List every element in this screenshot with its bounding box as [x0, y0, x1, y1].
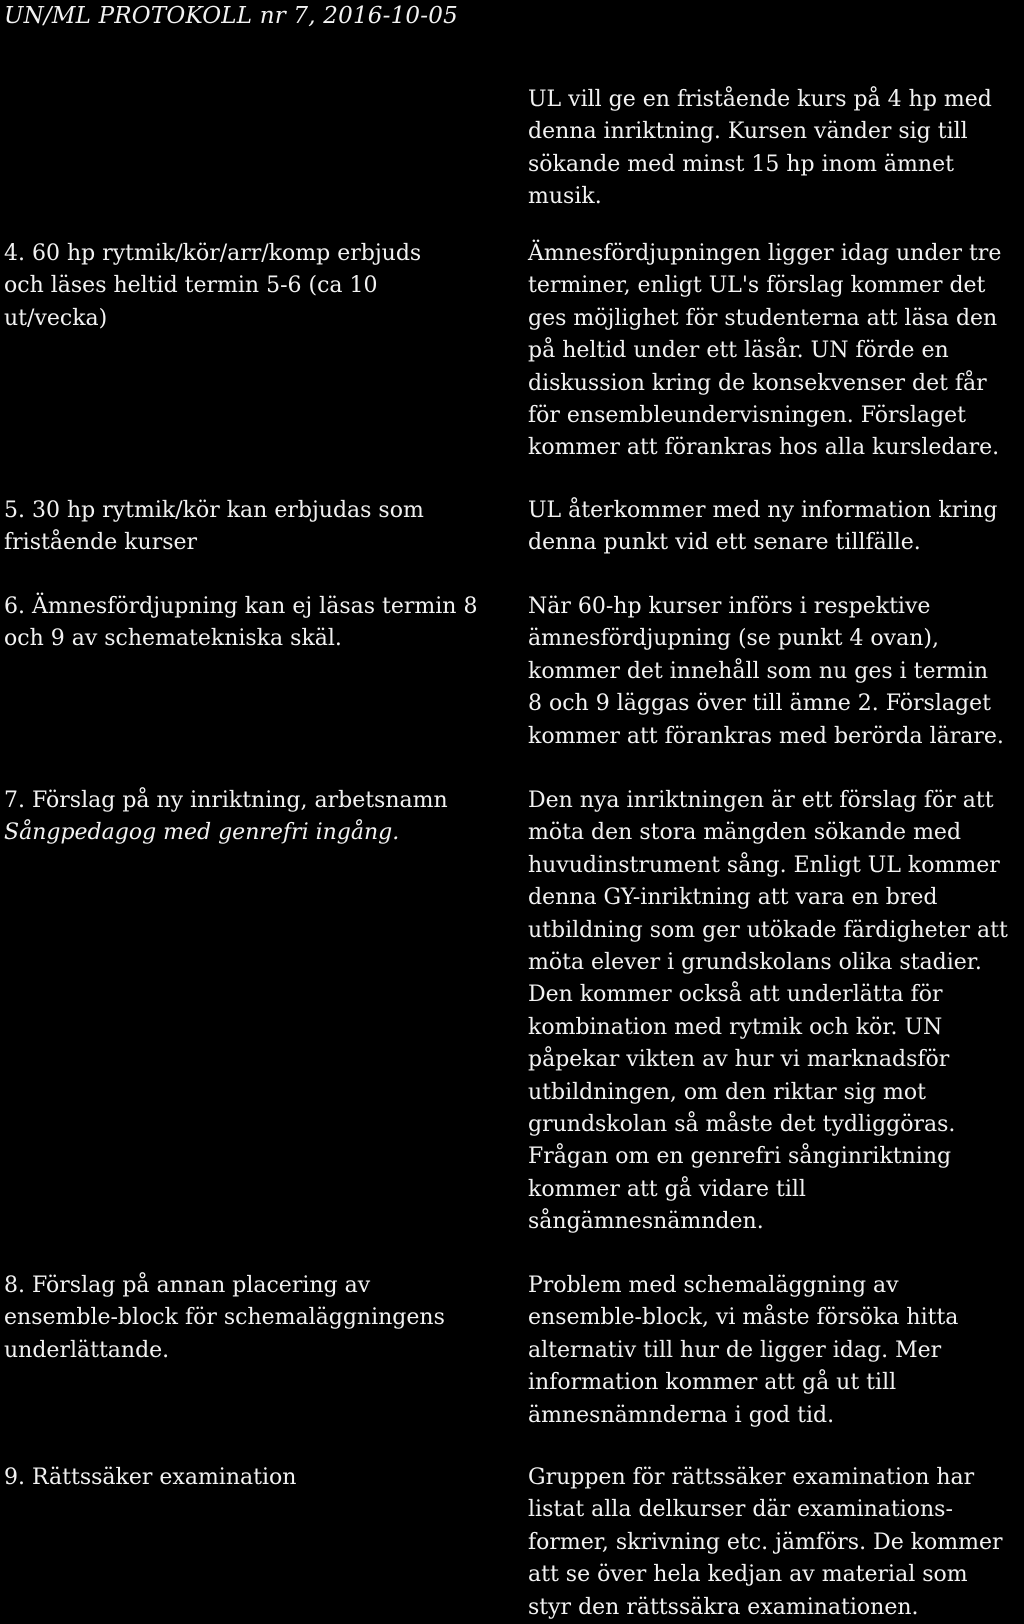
text-line: utbildning som ger utökade färdigheter att [528, 917, 1008, 943]
text-line: 8 och 9 läggas över till ämne 2. Förslaget [528, 691, 991, 717]
agenda-item-9-notes [528, 1462, 1020, 1624]
text-line: alternativ till hur de ligger idag. Mer [528, 1337, 942, 1363]
text-line: möta den stora mängden sökande med [528, 820, 962, 846]
text-line: Frågan om en genrefri sånginriktning [528, 1144, 952, 1170]
text-line: ges möjlighet för studenterna att läsa den [528, 305, 998, 331]
text-line: underlättande. [4, 1337, 170, 1363]
text-line: Den kommer också att underlätta för [528, 982, 943, 1008]
agenda-item-8 [4, 1270, 504, 1367]
text-line: på heltid under ett läsår. UN förde en [528, 338, 949, 364]
text-line: sångämnesnämnden. [528, 1209, 764, 1235]
text-line: 9. Rättssäker examination [4, 1465, 297, 1490]
agenda-item-4-notes [528, 238, 1020, 465]
text-line: denna punkt vid ett senare tillfälle. [528, 530, 921, 556]
text-line: listat alla delkurser där examinations- [528, 1497, 953, 1523]
text-line: 5. 30 hp rytmik/kör kan erbjudas som [4, 498, 424, 523]
text-line: och läses heltid termin 5-6 (ca 10 [4, 273, 378, 299]
text-line: Problem med schemaläggning av [528, 1273, 899, 1298]
text-line: UL vill ge en fristående kurs på 4 hp med [528, 87, 992, 112]
text-line: diskussion kring de konsekvenser det får [528, 370, 987, 396]
text-line: kommer att förankras med berörda lärare. [528, 723, 1004, 749]
text-line: terminer, enligt UL's förslag kommer det [528, 273, 986, 299]
page-title: UN/ML PROTOKOLL nr 7, 2016-10-05 [4, 3, 458, 29]
agenda-item-7-notes [528, 785, 1020, 1239]
text-line: ensemble-block för schemaläggningens [4, 1305, 445, 1331]
text-line: ämnesfördjupning (se punkt 4 ovan), [528, 626, 939, 652]
text-line: påpekar vikten av hur vi marknadsför [528, 1047, 950, 1073]
text-line: styr den rättssäkra examinationen. [528, 1594, 919, 1620]
text-line: ensemble-block, vi måste försöka hitta [528, 1305, 959, 1331]
agenda-item-6 [4, 591, 504, 656]
text-line: grundskolan så måste det tydliggöras. [528, 1112, 956, 1138]
text-line: Gruppen för rättssäker examination har [528, 1465, 975, 1490]
text-line: kommer att gå vidare till [528, 1176, 806, 1202]
text-line: kommer det innehåll som nu ges i termin [528, 658, 989, 684]
text-line: och 9 av schematekniska skäl. [4, 626, 342, 652]
agenda-item-9 [4, 1462, 504, 1494]
text-line: 4. 60 hp rytmik/kör/arr/komp erbjuds [4, 241, 422, 266]
text-line: att se över hela kedjan av material som [528, 1562, 968, 1588]
text-line: för ensembleundervisningen. Förslaget [528, 403, 966, 429]
intro-paragraph [528, 84, 1020, 214]
agenda-item-5-notes [528, 495, 1020, 560]
text-line: huvudinstrument sång. Enligt UL kommer [528, 852, 1000, 878]
text-line: utbildningen, om den riktar sig mot [528, 1079, 926, 1105]
text-line: 6. Ämnesfördjupning kan ej läsas termin 8 [4, 594, 478, 619]
agenda-item-8-notes [528, 1270, 1020, 1432]
text-line: När 60-hp kurser införs i respektive [528, 594, 931, 619]
text-line: information kommer att gå ut till [528, 1370, 897, 1396]
text-line: 8. Förslag på annan placering av [4, 1273, 371, 1298]
agenda-item-5 [4, 495, 504, 560]
agenda-item-7 [4, 785, 504, 850]
agenda-item-4 [4, 238, 504, 335]
text-line: kombination med rytmik och kör. UN [528, 1014, 943, 1040]
text-line: musik. [528, 184, 602, 210]
text-line: 7. Förslag på ny inriktning, arbetsnamn [4, 788, 448, 813]
text-line: sökande med minst 15 hp inom ämnet [528, 151, 954, 177]
text-line: Den nya inriktningen är ett förslag för att [528, 788, 994, 813]
text-line: Ämnesfördjupningen ligger idag under tre [528, 241, 1002, 266]
text-line: denna GY-inriktning att vara en bred [528, 885, 938, 911]
text-line: former, skrivning etc. jämförs. De kommer [528, 1529, 1003, 1555]
text-line: UL återkommer med ny information kring [528, 498, 998, 523]
text-line: ämnesnämnderna i god tid. [528, 1402, 835, 1428]
text-line: denna inriktning. Kursen vänder sig till [528, 119, 968, 145]
text-line: ut/vecka) [4, 305, 108, 331]
text-line: fristående kurser [4, 530, 198, 556]
agenda-item-6-notes [528, 591, 1020, 753]
working-title: Sångpedagog med genrefri ingång. [4, 820, 400, 846]
text-line: kommer att förankras hos alla kursledare. [528, 435, 1000, 461]
text-line: möta elever i grundskolans olika stadier. [528, 950, 982, 976]
